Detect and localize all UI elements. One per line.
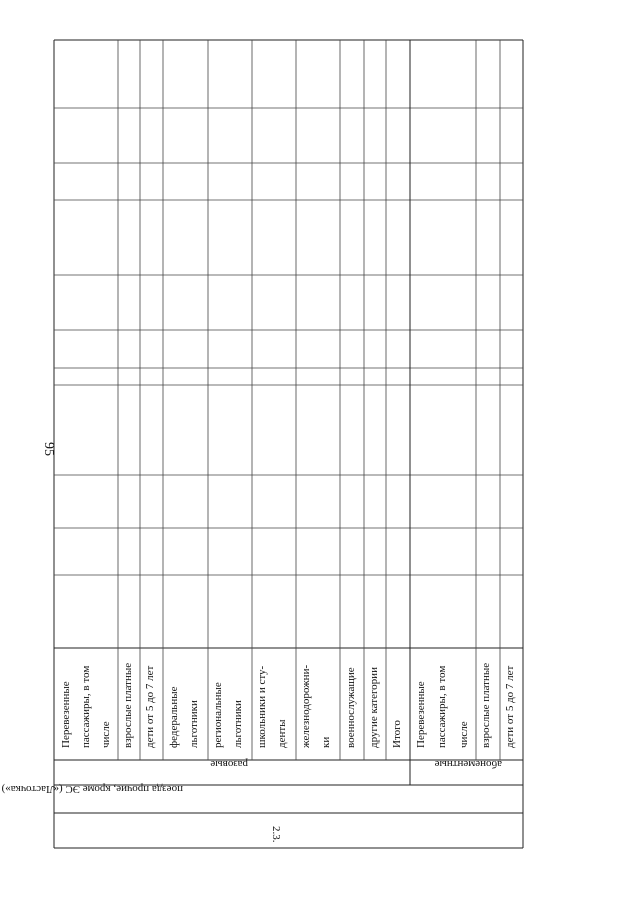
group-season: абонементные (434, 758, 502, 770)
single-students-line2: денты (276, 719, 288, 748)
single-federal-line2: льготники (188, 700, 200, 748)
single-adults: взрослые платные (122, 662, 134, 748)
single-military: военнослужащие (345, 667, 357, 748)
single-students-line1: школьники и сту- (256, 665, 268, 748)
season-passengers-line3: числе (458, 721, 470, 748)
single-total: Итого (391, 720, 403, 748)
season-adults: взрослые платные (480, 662, 492, 748)
single-passengers-line3: числе (100, 721, 112, 748)
group-single: разовые (210, 758, 248, 770)
single-children: дети от 5 до 7 лет (144, 665, 156, 748)
section-title: поезда прочие, кроме ЭС («Ласточка») (1, 783, 183, 795)
single-railway-line2: ки (320, 736, 332, 748)
row-number: 2.3. (270, 826, 282, 843)
single-railway-line1: железнодорожни- (300, 664, 312, 748)
single-passengers-line2: пассажиры, в том (80, 665, 92, 748)
season-children: дети от 5 до 7 лет (504, 665, 516, 748)
season-passengers-line1: Перевезенные (415, 681, 427, 748)
single-regional-line2: льготники (232, 700, 244, 748)
page-number-text: 95 (41, 442, 56, 456)
season-passengers-line2: пассажиры, в том (436, 665, 448, 748)
single-regional-line1: региональные (212, 682, 224, 748)
single-passengers-line1: Перевезенные (60, 681, 72, 748)
single-other: другие категории (368, 667, 380, 748)
single-federal-line1: федеральные (168, 686, 180, 748)
